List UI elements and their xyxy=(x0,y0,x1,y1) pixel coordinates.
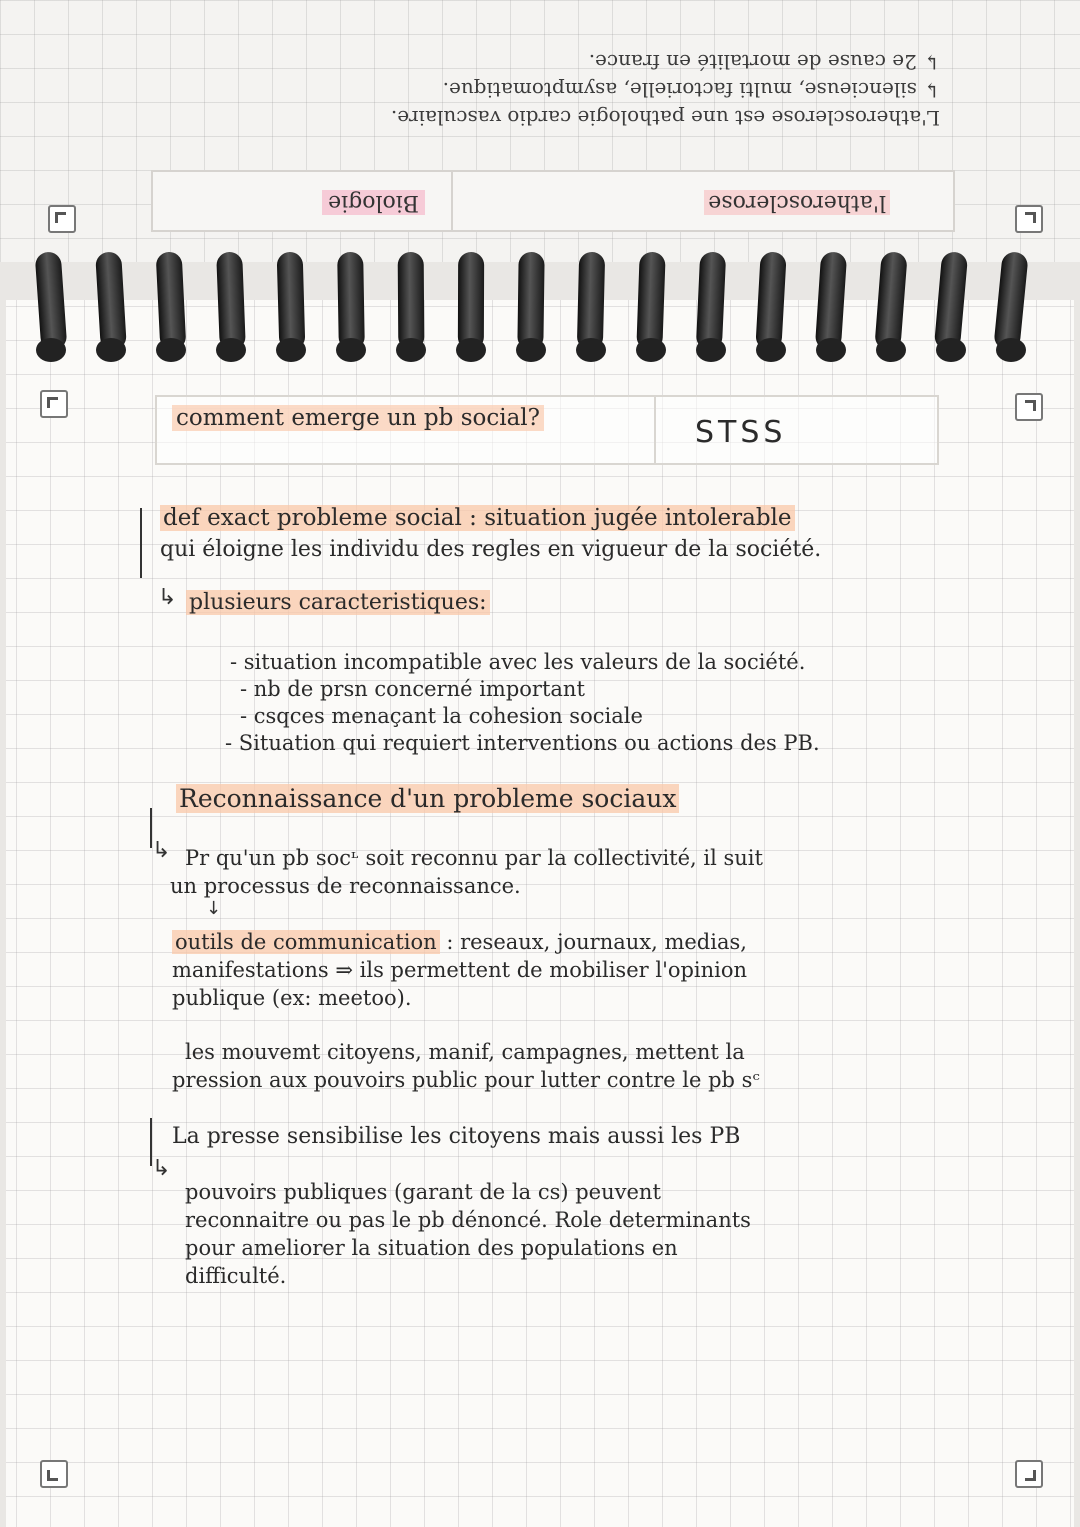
spiral-ring-end xyxy=(756,338,786,362)
previous-page-content xyxy=(0,0,1080,262)
arrow-icon: ↳ xyxy=(158,585,177,610)
corner-marker-icon xyxy=(1015,393,1043,421)
corner-marker-icon xyxy=(40,1460,68,1488)
recognition-heading: Reconnaissance d'un probleme sociaux xyxy=(176,784,679,813)
characteristic-item: - csqces menaçant la cohesion sociale xyxy=(240,704,643,728)
spiral-ring-end xyxy=(996,338,1026,362)
spiral-ring xyxy=(398,252,425,350)
spiral-ring-end xyxy=(276,338,306,362)
spiral-ring xyxy=(815,251,847,351)
previous-page-line: ↳ silencieuse, multi factorielle, asymptomatique. xyxy=(442,78,940,102)
spiral-ring-end xyxy=(936,338,966,362)
previous-page-line: ↳ 2e cause de mortalité en france. xyxy=(588,50,940,74)
characteristic-item: - situation incompatible avec les valeurs de la société. xyxy=(230,650,806,674)
arrow-icon: ↳ xyxy=(152,1156,171,1181)
spiral-ring xyxy=(636,252,665,351)
arrow-icon: ↳ xyxy=(152,838,171,863)
powers-line: reconnaitre ou pas le pb dénoncé. Role determinants xyxy=(185,1208,751,1232)
arrow-down-icon: ↓ xyxy=(206,898,222,919)
spiral-ring-end xyxy=(876,338,906,362)
spiral-ring xyxy=(577,252,605,351)
powers-line: difficulté. xyxy=(185,1264,287,1288)
powers-line: pour ameliorer la situation des populations en xyxy=(185,1236,678,1260)
movements-line: pression aux pouvoirs public pour lutter contre le pb sᶜ xyxy=(172,1068,760,1092)
previous-page-line: L'atherosclerose est une pathologie cardio vasculaire. xyxy=(390,106,940,130)
spiral-ring xyxy=(755,251,786,350)
spiral-ring-end xyxy=(456,338,486,362)
bracket-mark xyxy=(140,508,142,578)
press-line: La presse sensibilise les citoyens mais aussi les PB xyxy=(172,1124,741,1149)
spiral-ring-end xyxy=(516,338,546,362)
spiral-ring-end xyxy=(396,338,426,362)
previous-page-subject: Biologie xyxy=(322,190,425,215)
tools-line: manifestations ⇒ ils permettent de mobiliser l'opinion xyxy=(172,958,748,982)
spiral-ring xyxy=(277,252,306,351)
spiral-ring xyxy=(35,251,68,351)
movements-line: les mouvemt citoyens, manif, campagnes, mettent la xyxy=(185,1040,745,1064)
spiral-ring-end xyxy=(36,338,66,362)
spiral-ring-end xyxy=(216,338,246,362)
spiral-ring xyxy=(517,252,544,350)
spiral-ring xyxy=(934,251,968,351)
characteristic-item: - nb de prsn concerné important xyxy=(240,677,585,701)
spiral-ring xyxy=(993,251,1028,351)
spiral-ring xyxy=(874,251,907,351)
corner-marker-icon xyxy=(1015,1460,1043,1488)
spiral-ring-end xyxy=(696,338,726,362)
recognition-line: un processus de reconnaissance. xyxy=(170,874,521,898)
note-title: comment emerge un pb social? xyxy=(172,405,544,431)
tools-line: outils de communication : reseaux, journaux, medias, xyxy=(172,930,747,954)
definition-line: qui éloigne les individu des regles en vigueur de la société. xyxy=(160,537,822,562)
spiral-ring xyxy=(95,251,127,350)
spiral-ring xyxy=(696,251,726,350)
spiral-ring-end xyxy=(96,338,126,362)
spiral-ring xyxy=(337,252,365,350)
spiral-binding xyxy=(0,230,1080,360)
previous-page xyxy=(0,0,1080,262)
spiral-ring-end xyxy=(636,338,666,362)
spiral-ring xyxy=(458,252,484,350)
corner-marker-icon xyxy=(40,390,68,418)
corner-marker-icon xyxy=(1015,205,1043,233)
recognition-line: Pr qu'un pb socᶫ soit reconnu par la collectivité, il suit xyxy=(185,846,763,870)
note-subject: STSS xyxy=(695,415,787,450)
spiral-ring-end xyxy=(336,338,366,362)
spiral-ring xyxy=(156,251,187,350)
spiral-ring-end xyxy=(816,338,846,362)
spiral-ring-end xyxy=(156,338,186,362)
spiral-ring-end xyxy=(576,338,606,362)
characteristic-item: - Situation qui requiert interventions ou actions des PB. xyxy=(225,731,820,755)
powers-line: pouvoirs publiques (garant de la cs) peuvent xyxy=(185,1180,661,1204)
characteristics-heading: plusieurs caracteristiques: xyxy=(186,590,490,615)
definition-line: def exact probleme social : situation jugée intolerable xyxy=(160,505,795,531)
corner-marker-icon xyxy=(48,205,76,233)
previous-page-title: l'atherosclerose xyxy=(704,190,890,215)
tools-line: publique (ex: meetoo). xyxy=(172,986,412,1010)
spiral-ring xyxy=(216,252,246,351)
notebook-page xyxy=(6,300,1074,1527)
